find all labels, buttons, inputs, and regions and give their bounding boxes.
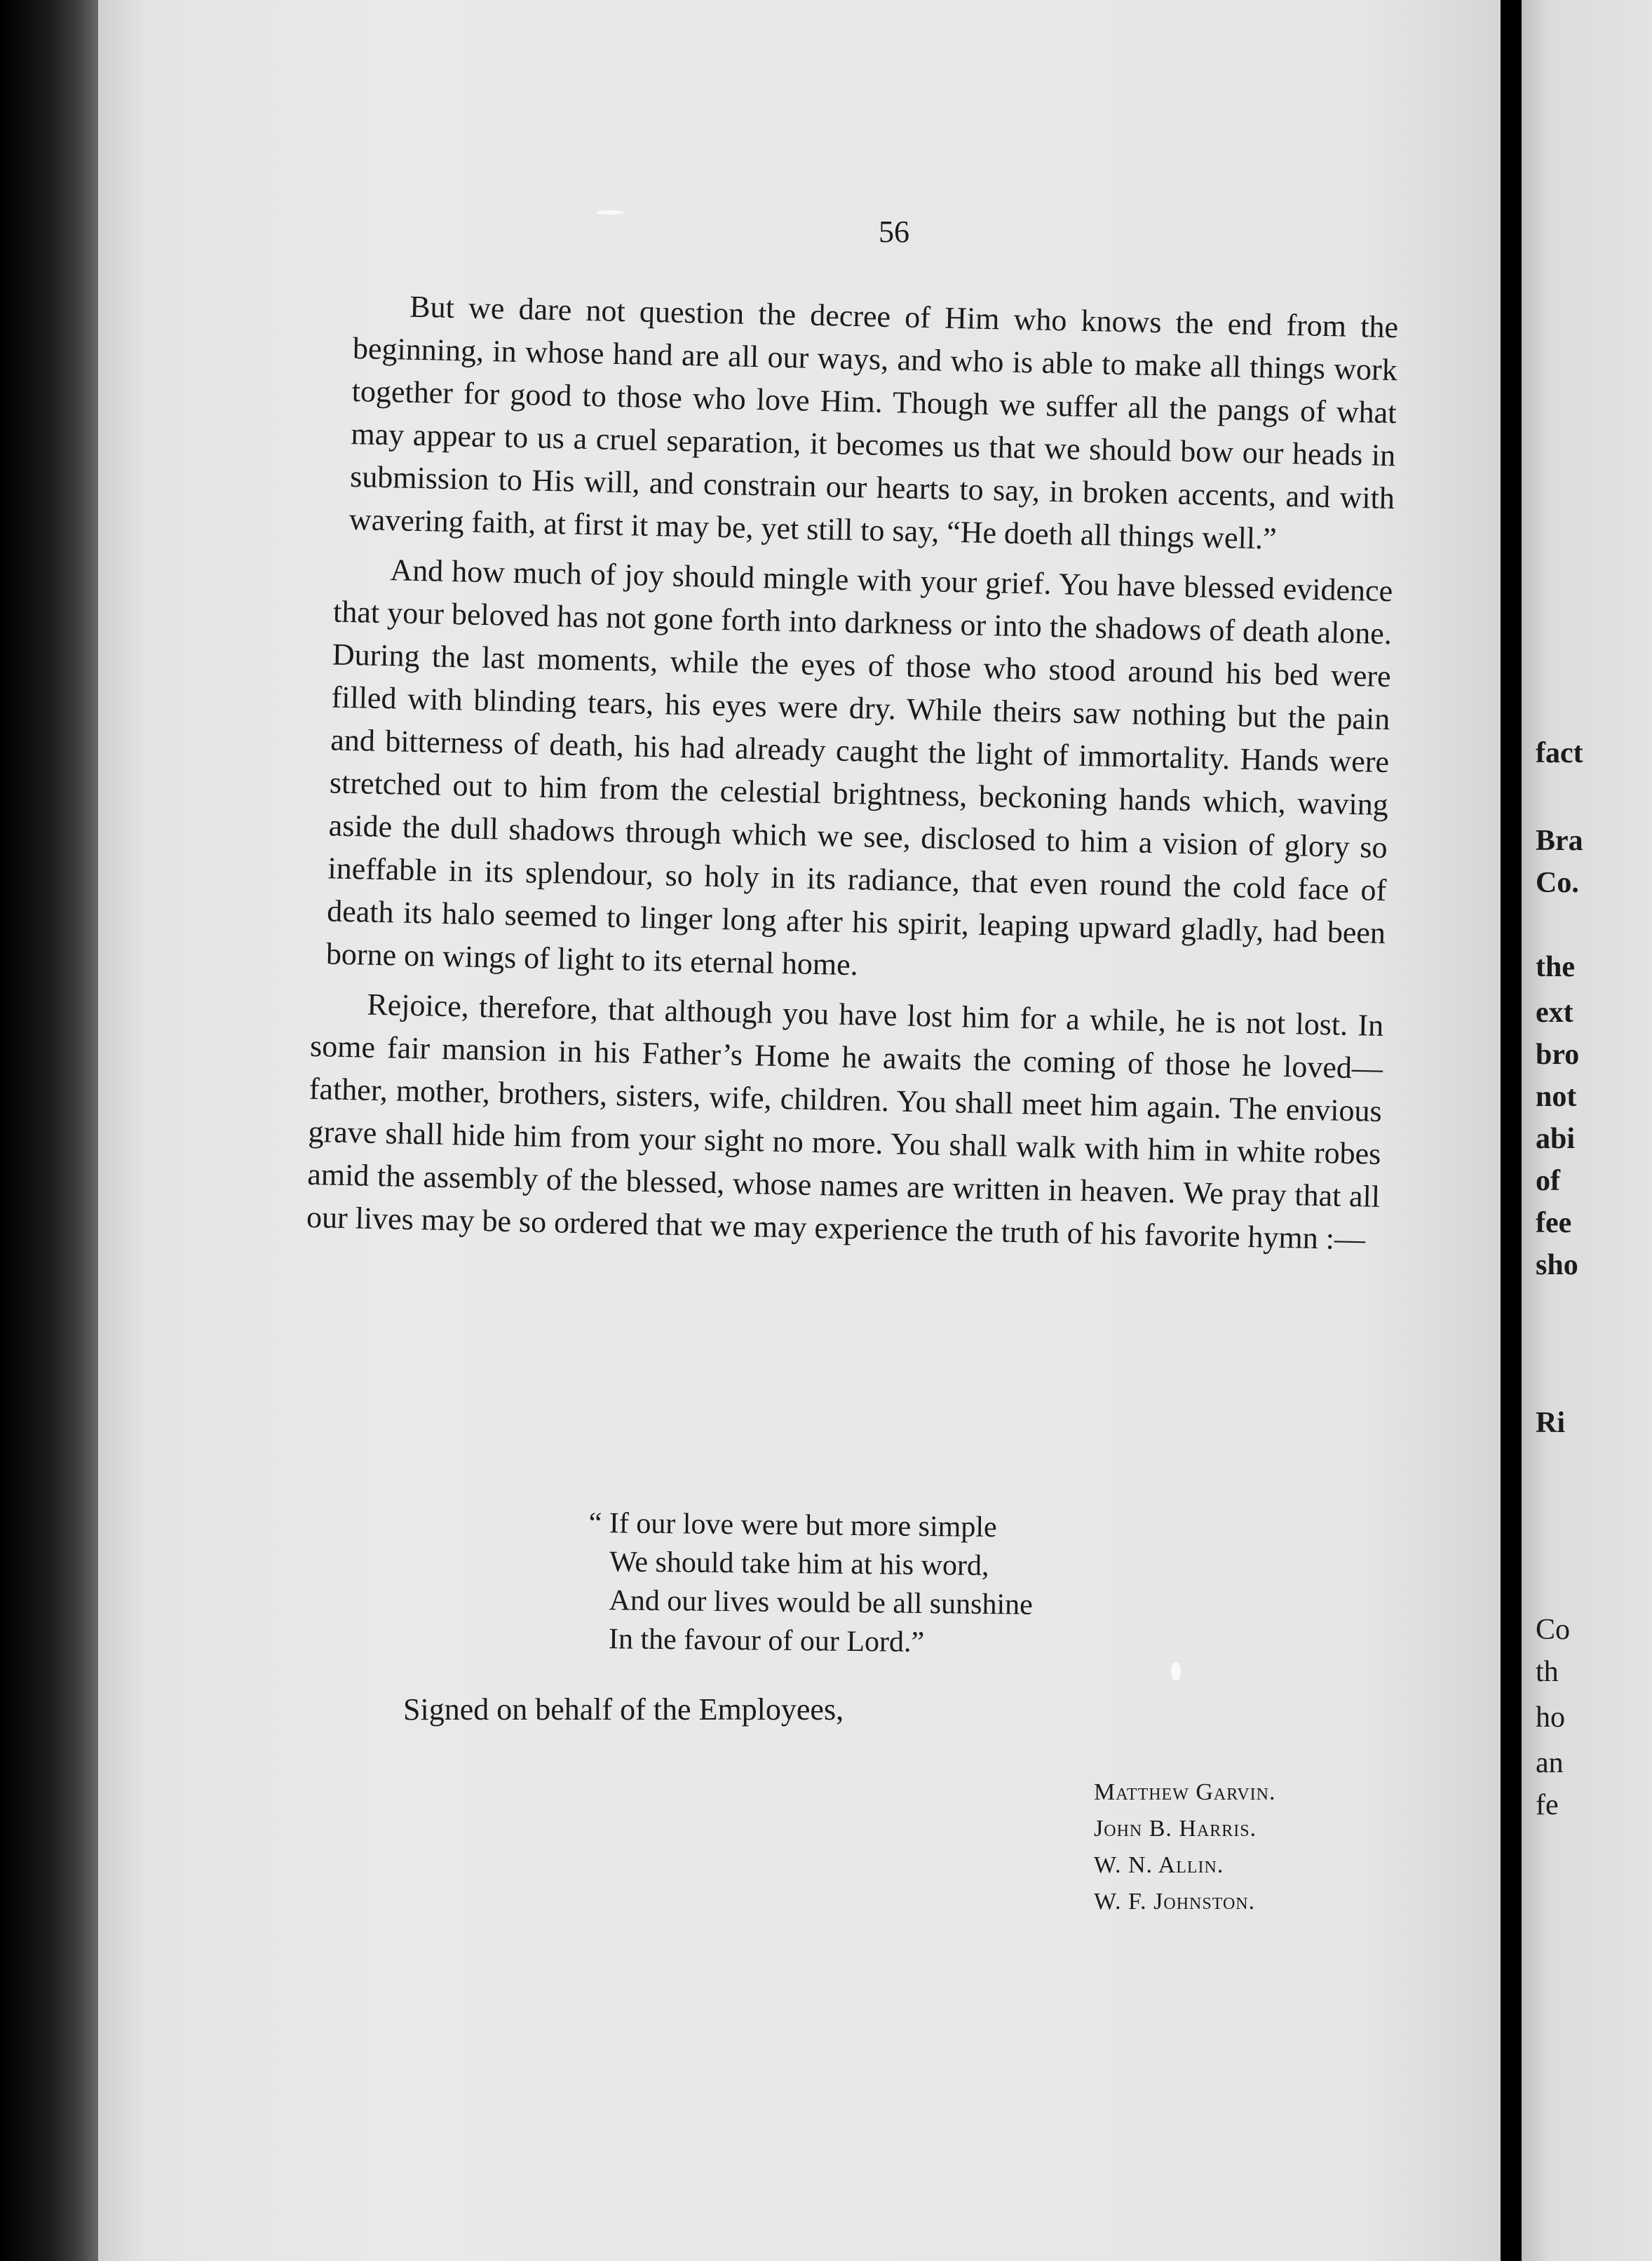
- next-page-fragment: an: [1536, 1747, 1564, 1779]
- paragraph: And how much of joy should mingle with your grief. You have blessed evidence that your beloved has not gone forth into darkness or into the shadows of death alone. During the last moments, while the eyes of those who stood around his bed were filled with blinding tears, his eyes were dry. While theirs saw nothing but the pain and bitterness of death, his had already caught the light of immortality. Hands were stretched out to him from the celestial brightness, beckoning hands which, waving aside the dull shadows through which we see, disclosed to him a vision of glory so ineffable in its splendour, so holy in its radiance, that even round the cold face of death its halo seemed to linger long after his spirit, leaping upward gladly, had been borne on wings of light to its eternal home.: [325, 553, 1393, 983]
- next-page-fragment: the: [1536, 951, 1575, 983]
- signed-line: Signed on behalf of the Employees,: [403, 1692, 844, 1727]
- page-number: 56: [879, 215, 909, 249]
- hymn-verse: [588, 1504, 1220, 1665]
- signatory-name: W. F. Johnston.: [1094, 1889, 1256, 1915]
- hymn-line: And our lives would be all sunshine: [609, 1584, 1034, 1621]
- next-page-fragment: th: [1536, 1656, 1559, 1688]
- next-page-fragment: fe: [1536, 1789, 1559, 1821]
- signatory-name: John B. Harris.: [1094, 1816, 1257, 1842]
- next-page-fragment: Co: [1536, 1614, 1571, 1646]
- signatory-name: Matthew Garvin.: [1094, 1779, 1276, 1805]
- next-page-fragment: Bra: [1536, 825, 1583, 857]
- next-page-fragment: fee: [1536, 1207, 1572, 1239]
- next-page-fragment: bro: [1536, 1039, 1580, 1071]
- next-page-fragment: Ri: [1536, 1407, 1565, 1439]
- letter-body: [306, 284, 1399, 1268]
- next-page-fragment: ho: [1536, 1701, 1565, 1734]
- next-page-fragment: not: [1536, 1081, 1577, 1113]
- hymn-line: “ If our love were but more simple: [588, 1506, 997, 1544]
- paper-speck: [1171, 1662, 1181, 1680]
- next-page-fragment: sho: [1536, 1249, 1578, 1281]
- hymn-line: In the favour of our Lord.”: [608, 1623, 925, 1659]
- hymn-line: We should take him at his word,: [609, 1546, 989, 1582]
- next-page-fragment: fact: [1536, 737, 1583, 769]
- signatories: [1094, 1774, 1276, 1920]
- next-page-fragment: of: [1536, 1165, 1560, 1197]
- book-spine-edge: [0, 0, 98, 2261]
- page-gutter: [1501, 0, 1522, 2261]
- next-page-fragment: abi: [1536, 1123, 1576, 1155]
- paper-speck: [596, 210, 624, 215]
- signatory-name: W. N. Allin.: [1094, 1852, 1224, 1878]
- next-page-fragment: Co.: [1536, 867, 1579, 899]
- next-page-fragment: ext: [1536, 997, 1573, 1029]
- paragraph: Rejoice, therefore, that although you have lost him for a while, he is not lost. In some fair mansion in his Father’s Home he awaits the coming of those he loved—father, mother, brothers, sisters, wife, children. You shall meet him again. The envious grave shall hide him from your sight no more. You shall walk with him in white robes amid the assembly of the blessed, whose names are written in heaven. We pray that all our lives may be so ordered that we may experience the truth of his favorite hymn :—: [306, 987, 1384, 1257]
- paragraph: But we dare not question the decree of Him who knows the end from the beginning, in whose hand are all our ways, and who is able to make all things work together for good to those who love Him. Though we suffer all the pangs of what may appear to us a cruel separation, it becomes us that we should bow our heads in submission to His will, and constrain our hearts to say, in broken accents, and with wavering faith, at first it may be, yet still to say, “He doeth all things well.”: [348, 289, 1399, 556]
